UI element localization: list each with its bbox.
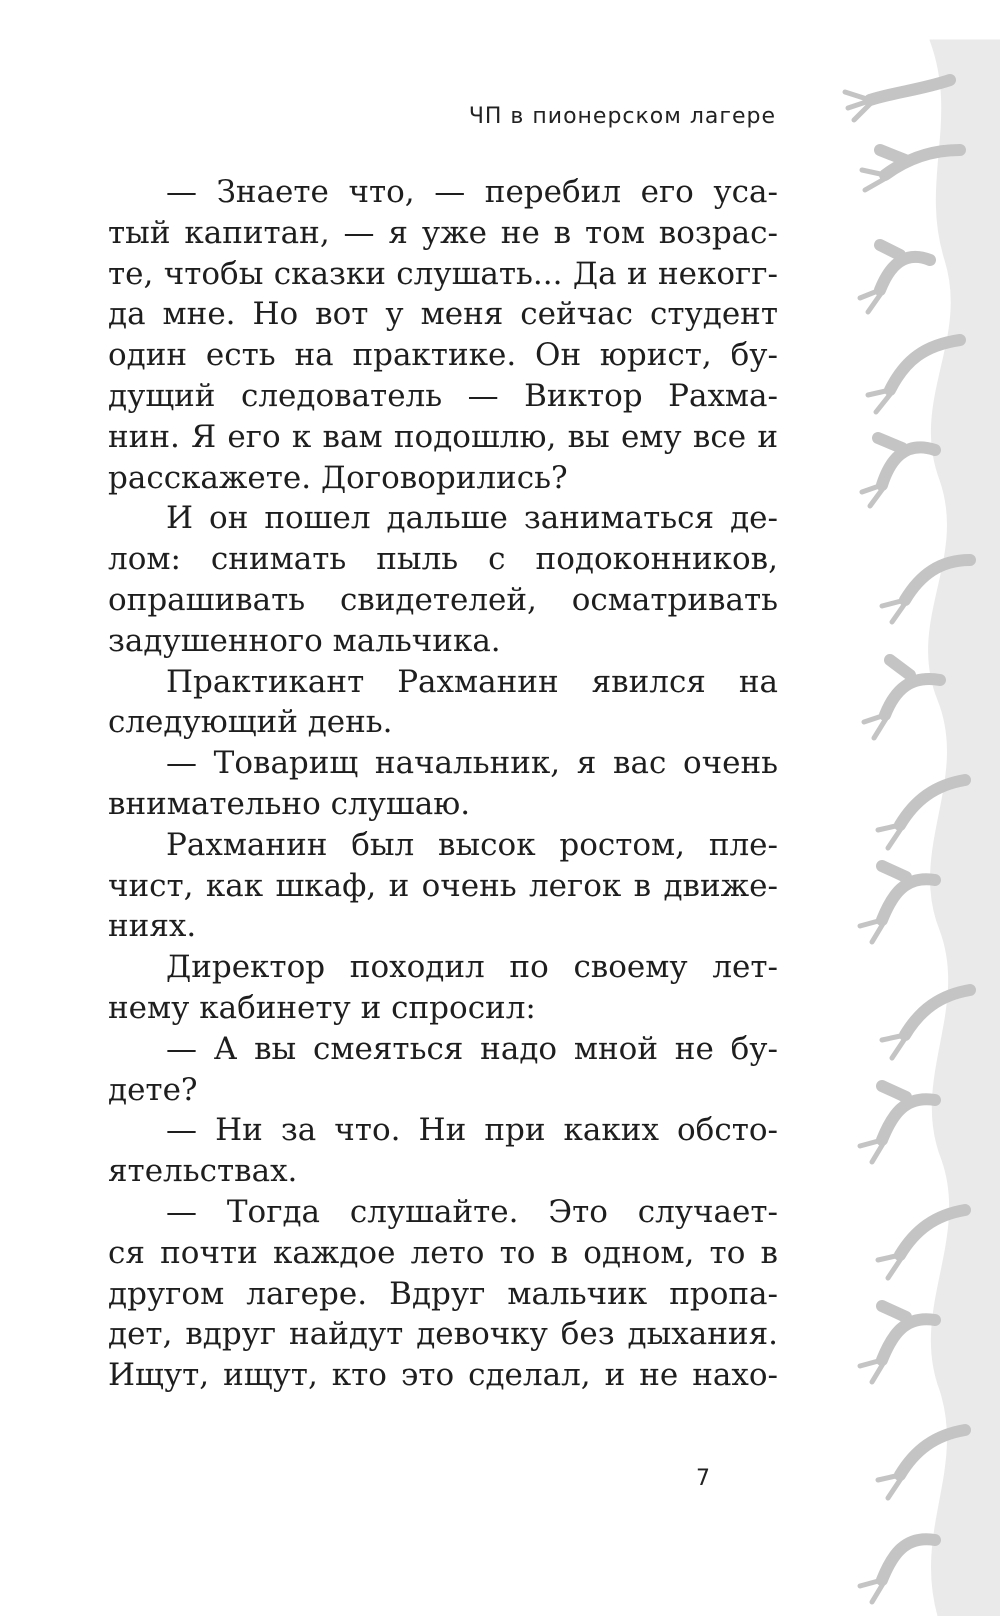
running-title: ЧП в пионерском лагере xyxy=(468,104,776,129)
text-line: дет, вдруг найдут девочку без дыхания. xyxy=(108,1316,778,1353)
text-line: другом лагере. Вдруг мальчик пропа- xyxy=(108,1275,778,1312)
text-line: те, чтобы сказки слушать... Да и некогг- xyxy=(108,255,778,292)
text-line: нему кабинету и спросил: xyxy=(108,989,536,1026)
text-line: чист, как шкаф, и очень легок в движе- xyxy=(108,867,778,904)
text-line: задушенного мальчика. xyxy=(108,622,501,659)
text-line: внимательно слушаю. xyxy=(108,785,471,822)
text-line: опрашивать свидетелей, осматривать xyxy=(108,581,778,618)
text-line: нин. Я его к вам подошлю, вы ему все и xyxy=(108,418,778,455)
text-line: лом: снимать пыль с подоконников, xyxy=(108,541,778,578)
text-line: ниях. xyxy=(108,908,197,945)
text-line: Ищут, ищут, кто это сделал, и не нахо- xyxy=(108,1357,778,1394)
body-text xyxy=(108,172,778,1396)
text-line: — Знаете что, — перебил его уса- xyxy=(166,174,778,210)
text-line: дете? xyxy=(108,1071,198,1108)
text-line: Практикант Рахманин явился на xyxy=(166,663,778,700)
text-line: ся почти каждое лето то в одном, то в xyxy=(108,1234,778,1271)
page-number: 7 xyxy=(696,1466,710,1491)
text-line: И он пошел дальше заниматься де- xyxy=(166,500,778,537)
ghostly-hands-decoration xyxy=(810,0,1000,1616)
text-line: тый капитан, — я уже не в том возрас- xyxy=(108,214,778,251)
text-line: расскажете. Договорились? xyxy=(108,459,568,496)
text-line: один есть на практике. Он юрист, бу- xyxy=(108,337,778,374)
text-line: Директор походил по своему лет- xyxy=(166,949,778,986)
text-line: следующий день. xyxy=(108,704,393,741)
text-line: — Тогда слушайте. Это случает- xyxy=(166,1193,778,1230)
text-line: Рахманин был высок ростом, пле- xyxy=(166,826,778,863)
text-line: — Товарищ начальник, я вас очень xyxy=(166,745,778,782)
text-line: да мне. Но вот у меня сейчас студент xyxy=(108,296,778,333)
text-line: — Ни за что. Ни при каких обсто- xyxy=(166,1112,778,1149)
text-line: — А вы смеяться надо мной не бу- xyxy=(166,1030,778,1067)
text-line: ятельствах. xyxy=(108,1153,298,1190)
text-line: дущий следователь — Виктор Рахма- xyxy=(108,377,778,414)
